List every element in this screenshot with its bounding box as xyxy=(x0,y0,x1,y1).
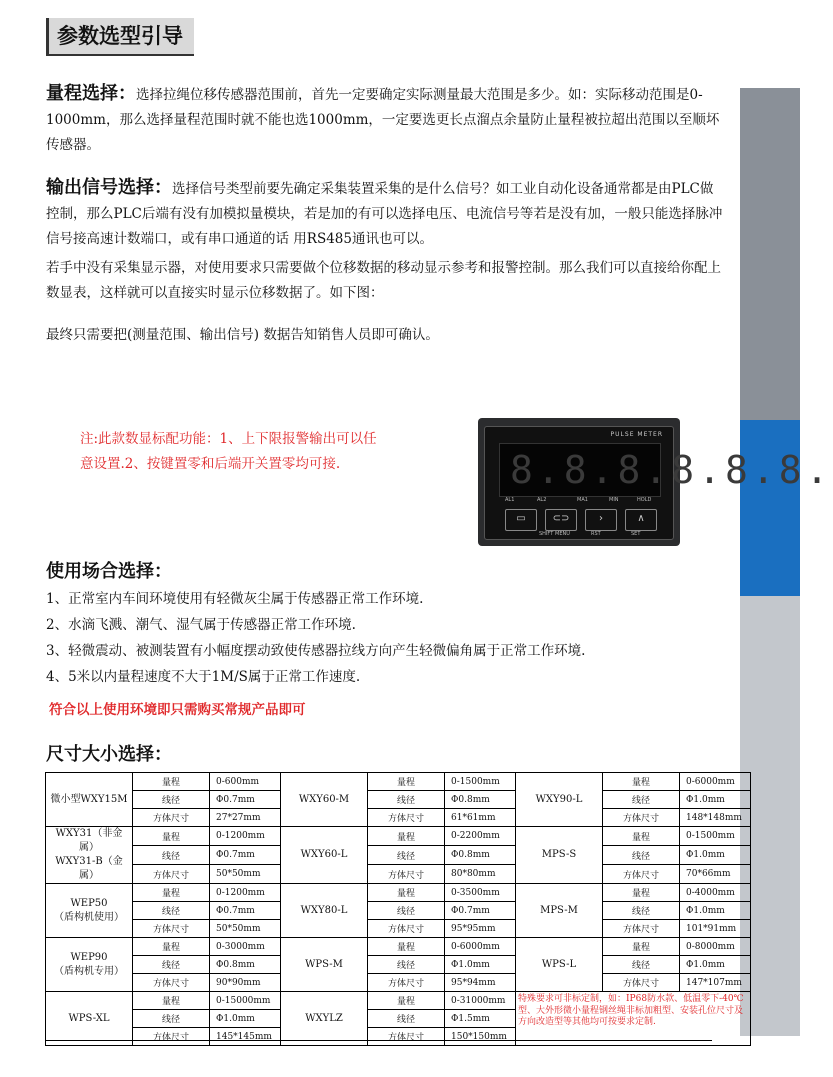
spec-label-cell: 方体尺寸 xyxy=(133,809,210,827)
spec-value-cell: 0-3000mm xyxy=(210,938,281,956)
table-row xyxy=(46,938,751,956)
spec-label-cell: 线径 xyxy=(133,791,210,809)
spec-label-cell: 线径 xyxy=(603,791,680,809)
spec-value-cell: 0-1200mm xyxy=(210,827,281,846)
spec-label-cell: 方体尺寸 xyxy=(368,809,445,827)
spec-value-cell: 50*50mm xyxy=(210,865,281,884)
table-row xyxy=(46,902,751,920)
spec-label-cell: 量程 xyxy=(368,992,445,1010)
spec-label-cell: 线径 xyxy=(368,1010,445,1028)
final-paragraph: 最终只需要把(测量范围、输出信号) 数据告知销售人员即可确认。 xyxy=(46,327,439,343)
spec-label-cell: 量程 xyxy=(603,884,680,902)
spec-value-cell: 101*91mm xyxy=(680,920,751,938)
side-decoration-gray xyxy=(740,88,800,420)
device-label: HOLD xyxy=(637,497,652,503)
usage-item: 2、水滴飞溅、潮气、湿气属于传感器正常工作环境. xyxy=(46,617,356,633)
spec-label-cell: 线径 xyxy=(133,1010,210,1028)
spec-value-cell: 148*148mm xyxy=(680,809,751,827)
spec-value-cell: 0-31000mm xyxy=(445,992,516,1010)
spec-value-cell: 145*145mm xyxy=(210,1028,281,1046)
model-cell: 微小型WXY15M xyxy=(46,773,133,827)
output-text: 选择信号类型前要先确定采集装置采集的是什么信号？如工业自动化设备通常都是由PLC做控制，那么PLC后端有没有加模拟量模块，若是加的有可以选择电压、电流信号等若是没有加，一般只能选择脉冲信号接高速计数端口，或有串口通道的话 用RS485通讯也可以。 xyxy=(46,181,723,247)
spec-value-cell: 0-4000mm xyxy=(680,884,751,902)
size-heading: 尺寸大小选择： xyxy=(46,744,172,765)
model-cell: WXY60-L xyxy=(281,827,368,884)
device-label: AL1 xyxy=(505,497,515,503)
usage-heading: 使用场合选择： xyxy=(46,561,172,582)
spec-value-cell: Φ1.0mm xyxy=(680,902,751,920)
display-paragraph: 若手中没有采集显示器，对使用要求只需要做个位移数据的移动显示参考和报警控制。那么我们可以直接给你配上数显表，这样就可以直接实时显示位移数据了。如下图： xyxy=(46,260,721,301)
table-row xyxy=(46,884,751,902)
spec-label-cell: 线径 xyxy=(603,956,680,974)
spec-value-cell: 80*80mm xyxy=(445,865,516,884)
spec-value-cell: 0-6000mm xyxy=(445,938,516,956)
model-cell: MPS-S xyxy=(516,827,603,884)
usage-item: 4、5米以内量程速度不大于1M/S属于正常工作速度. xyxy=(46,669,361,685)
table-row xyxy=(46,956,751,974)
spec-label-cell: 线径 xyxy=(133,902,210,920)
spec-value-cell: Φ0.7mm xyxy=(210,902,281,920)
table-row xyxy=(46,992,751,1010)
spec-value-cell: 0-6000mm xyxy=(680,773,751,791)
spec-value-cell: 95*95mm xyxy=(445,920,516,938)
spec-value-cell: 0-1500mm xyxy=(680,827,751,846)
spec-label-cell: 量程 xyxy=(603,938,680,956)
spec-value-cell: 27*27mm xyxy=(210,809,281,827)
spec-value-cell: 0-1200mm xyxy=(210,884,281,902)
spec-label-cell: 量程 xyxy=(133,938,210,956)
spec-label-cell: 量程 xyxy=(133,773,210,791)
spec-label-cell: 方体尺寸 xyxy=(133,1028,210,1046)
spec-value-cell: 61*61mm xyxy=(445,809,516,827)
spec-value-cell: 147*107mm xyxy=(680,974,751,992)
model-cell: WPS-XL xyxy=(46,992,133,1046)
spec-value-cell: Φ0.8mm xyxy=(445,791,516,809)
spec-value-cell: 50*50mm xyxy=(210,920,281,938)
spec-value-cell: 150*150mm xyxy=(445,1028,516,1046)
output-section xyxy=(46,175,726,252)
device-label: MA1 xyxy=(577,497,588,503)
spec-label-cell: 方体尺寸 xyxy=(603,809,680,827)
device-screen xyxy=(499,443,833,497)
spec-label-cell: 方体尺寸 xyxy=(603,865,680,884)
range-section xyxy=(46,81,726,158)
spec-label-cell: 线径 xyxy=(368,791,445,809)
table-row xyxy=(46,791,751,809)
spec-label-cell: 量程 xyxy=(603,827,680,846)
size-spec-table xyxy=(45,772,751,1046)
device-button: ∧ xyxy=(625,509,657,531)
spec-label-cell: 方体尺寸 xyxy=(368,865,445,884)
spec-label-cell: 量程 xyxy=(603,773,680,791)
spec-value-cell: Φ0.8mm xyxy=(210,956,281,974)
spec-value-cell: 90*90mm xyxy=(210,974,281,992)
table-row xyxy=(46,974,751,992)
spec-value-cell: 0-2200mm xyxy=(445,827,516,846)
model-cell: WPS-M xyxy=(281,938,368,992)
spec-label-cell: 量程 xyxy=(368,884,445,902)
spec-label-cell: 方体尺寸 xyxy=(603,974,680,992)
model-cell: WPS-L xyxy=(516,938,603,992)
spec-label-cell: 量程 xyxy=(368,773,445,791)
spec-value-cell: 0-600mm xyxy=(210,773,281,791)
device-label: MIN xyxy=(609,497,619,503)
range-heading: 量程选择： xyxy=(46,83,136,104)
device-digits: 8.8.8.8.8.8. xyxy=(510,448,833,492)
spec-value-cell: Φ1.0mm xyxy=(210,1010,281,1028)
spec-label-cell: 方体尺寸 xyxy=(368,920,445,938)
model-cell: MPS-M xyxy=(516,884,603,938)
table-row xyxy=(46,865,751,884)
spec-label-cell: 方体尺寸 xyxy=(133,974,210,992)
model-cell: WEP50 （盾构机使用） xyxy=(46,884,133,938)
spec-label-cell: 线径 xyxy=(603,902,680,920)
custom-note-cell: 特殊要求可非标定制，如：IP68防水款、低温零下-40℃型、大外形微小量程钢丝绳非标加粗型、安装孔位尺寸及方向改造型等其他均可按要求定制. xyxy=(516,992,751,1046)
spec-label-cell: 方体尺寸 xyxy=(368,974,445,992)
spec-value-cell: 0-3500mm xyxy=(445,884,516,902)
device-sub-label: MENU xyxy=(555,531,570,537)
device-sub-label: SHIFT xyxy=(539,531,554,537)
spec-value-cell: Φ0.8mm xyxy=(445,846,516,865)
range-text: 选择拉绳位移传感器范围前，首先一定要确定实际测量最大范围是多少。如：实际移动范围是0-1000mm，那么选择量程范围时就不能也选1000mm，一定要选更长点溜点余量防止量程被拉超出范围以至顺坏传感器。 xyxy=(46,87,720,153)
device-sub-label: SET xyxy=(631,531,641,537)
device-button: ▭ xyxy=(505,509,537,531)
usage-emphasis: 符合以上使用环境即只需购买常规产品即可 xyxy=(49,702,306,718)
spec-label-cell: 量程 xyxy=(133,827,210,846)
device-label: AL2 xyxy=(537,497,547,503)
table-row xyxy=(46,920,751,938)
spec-value-cell: 70*66mm xyxy=(680,865,751,884)
spec-label-cell: 量程 xyxy=(133,884,210,902)
spec-label-cell: 线径 xyxy=(368,956,445,974)
spec-value-cell: Φ1.0mm xyxy=(445,956,516,974)
spec-label-cell: 量程 xyxy=(368,827,445,846)
table-row xyxy=(46,773,751,791)
spec-value-cell: Φ1.0mm xyxy=(680,956,751,974)
usage-item: 3、轻微震动、被测装置有小幅度摆动致使传感器拉线方向产生轻微偏角属于正常工作环境. xyxy=(46,643,586,659)
spec-label-cell: 方体尺寸 xyxy=(603,920,680,938)
spec-value-cell: Φ0.7mm xyxy=(210,791,281,809)
spec-label-cell: 线径 xyxy=(368,846,445,865)
model-cell: WXY60-M xyxy=(281,773,368,827)
spec-label-cell: 方体尺寸 xyxy=(368,1028,445,1046)
device-button: ⊂⊃ xyxy=(545,509,577,531)
device-button: › xyxy=(585,509,617,531)
model-cell: WXY90-L xyxy=(516,773,603,827)
table-row xyxy=(46,846,751,865)
spec-value-cell: 0-1500mm xyxy=(445,773,516,791)
page-title: 参数选型引导 xyxy=(46,18,194,56)
side-decoration-blue xyxy=(740,420,800,596)
model-cell: WXY31（非金属） WXY31-B（金属） xyxy=(46,827,133,884)
output-heading: 输出信号选择： xyxy=(46,177,172,198)
spec-value-cell: Φ0.7mm xyxy=(445,902,516,920)
usage-list xyxy=(46,586,585,690)
spec-label-cell: 方体尺寸 xyxy=(133,920,210,938)
spec-label-cell: 量程 xyxy=(368,938,445,956)
device-note: 注:此款数显标配功能：1、上下限报警输出可以任意设置.2、按键置零和后端开关置零均可接. xyxy=(80,431,377,472)
spec-value-cell: Φ1.0mm xyxy=(680,791,751,809)
model-cell: WXY80-L xyxy=(281,884,368,938)
table-row xyxy=(46,827,751,846)
spec-label-cell: 方体尺寸 xyxy=(133,865,210,884)
model-cell: WXYLZ xyxy=(281,992,368,1046)
spec-value-cell: 0-8000mm xyxy=(680,938,751,956)
model-cell: WEP90 （盾构机专用） xyxy=(46,938,133,992)
device-sub-label: RST xyxy=(591,531,601,537)
device-title: PULSE METER xyxy=(610,431,663,438)
table-row xyxy=(46,809,751,827)
bottom-rule xyxy=(45,1040,712,1041)
spec-value-cell: 95*94mm xyxy=(445,974,516,992)
spec-label-cell: 量程 xyxy=(133,992,210,1010)
spec-label-cell: 线径 xyxy=(133,956,210,974)
usage-item: 1、正常室内车间环境使用有轻微灰尘属于传感器正常工作环境. xyxy=(46,591,424,607)
spec-value-cell: Φ0.7mm xyxy=(210,846,281,865)
spec-value-cell: 0-15000mm xyxy=(210,992,281,1010)
spec-label-cell: 线径 xyxy=(368,902,445,920)
spec-value-cell: Φ1.0mm xyxy=(680,846,751,865)
spec-label-cell: 线径 xyxy=(133,846,210,865)
pulse-meter-image xyxy=(478,412,833,547)
spec-label-cell: 线径 xyxy=(603,846,680,865)
spec-value-cell: Φ1.5mm xyxy=(445,1010,516,1028)
